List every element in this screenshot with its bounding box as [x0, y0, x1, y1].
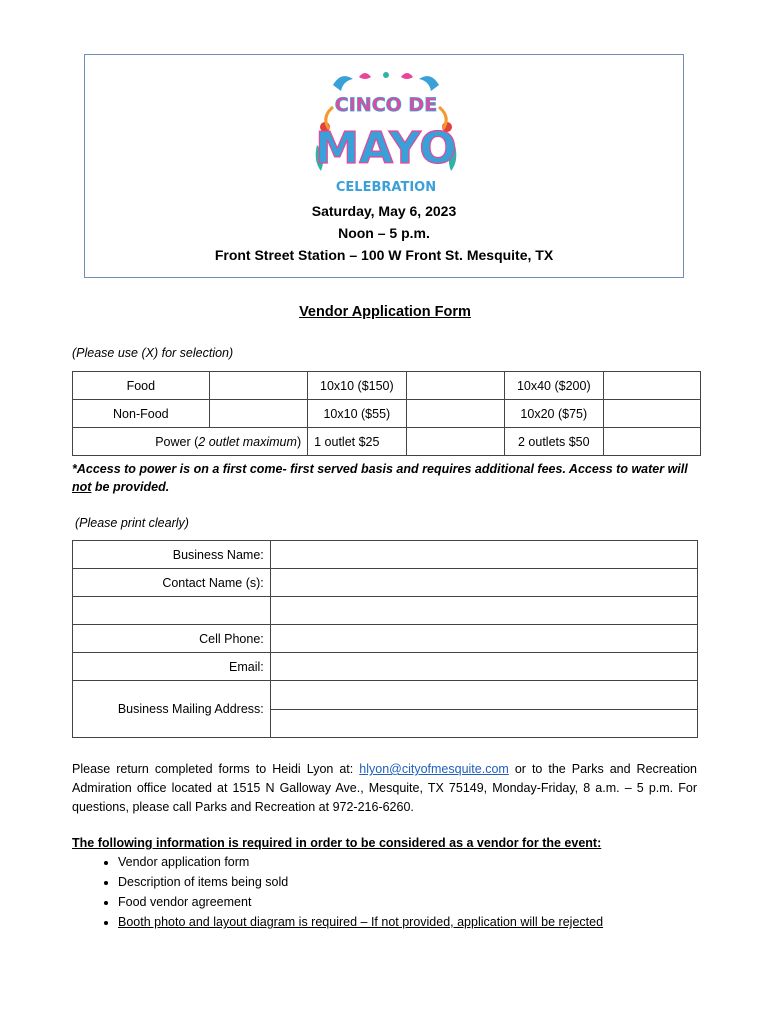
selection-table	[72, 371, 701, 456]
field-label: Cell Phone:	[73, 625, 271, 653]
info-row	[73, 541, 698, 569]
info-row	[73, 597, 698, 625]
logo-line-1: CINCO DE	[334, 94, 438, 116]
access-note-not: not	[72, 480, 92, 494]
option-1: 10x10 ($150)	[308, 372, 406, 400]
field-label	[73, 597, 271, 625]
option-1: 10x10 ($55)	[308, 400, 406, 428]
option-2: 10x40 ($200)	[505, 372, 603, 400]
field-label: Business Mailing Address:	[73, 681, 271, 738]
list-item: • Description of items being sold	[118, 872, 603, 892]
info-row	[73, 569, 698, 597]
return-instructions	[72, 760, 697, 817]
selection-row-food	[73, 372, 701, 400]
info-row	[73, 625, 698, 653]
list-item: • Vendor application form	[118, 852, 603, 872]
selection-box[interactable]	[406, 372, 504, 400]
form-title: Vendor Application Form	[299, 304, 471, 320]
power-label-italic: 2 outlet maximum	[198, 434, 297, 449]
logo-line-3: CELEBRATION	[335, 180, 437, 195]
cinco-de-mayo-logo	[311, 67, 461, 197]
event-date: Saturday, May 6, 2023	[311, 203, 457, 219]
contact-name-field[interactable]	[270, 569, 697, 597]
cell-phone-field[interactable]	[270, 625, 697, 653]
option-2: 2 outlets $50	[505, 428, 603, 456]
list-item: • Food vendor agreement	[118, 892, 603, 912]
requirements-list	[72, 852, 603, 932]
selection-note: (Please use (X) for selection)	[72, 346, 234, 360]
option-1	[308, 428, 406, 456]
event-location: Front Street Station – 100 W Front St. Mesquite, TX	[214, 247, 554, 263]
selection-box[interactable]	[603, 372, 700, 400]
field-label: Email:	[73, 653, 271, 681]
return-text-end: or to the Parks and Recreation Admiration office located at 1515 N Galloway Ave., Mesquite, TX 75149, Monday-Friday, 8 a.m. – 5 p.m. For questions, please call Parks and Recreation at 972-216-6260.	[72, 762, 698, 814]
print-note: (Please print clearly)	[75, 516, 189, 530]
email-link[interactable]: hlyon@cityofmesquite.com	[359, 762, 509, 776]
field-label: Contact Name (s):	[73, 569, 271, 597]
access-note	[72, 460, 697, 496]
vendor-info-table	[72, 540, 698, 738]
selection-box[interactable]	[406, 428, 504, 456]
info-row	[73, 653, 698, 681]
access-note-text: *Access to power is on a first come- first served basis and requires additional fees. Access to water will	[72, 462, 688, 476]
option-2: 10x20 ($75)	[505, 400, 603, 428]
contact-name-field-2[interactable]	[270, 597, 697, 625]
mailing-address-line-1[interactable]	[270, 681, 697, 710]
selection-row-power	[73, 428, 701, 456]
selection-box[interactable]	[209, 400, 307, 428]
business-name-field[interactable]	[270, 541, 697, 569]
selection-box[interactable]	[209, 372, 307, 400]
selection-box[interactable]	[406, 400, 504, 428]
power-label: Power (	[155, 434, 199, 449]
row-label: Food	[73, 372, 210, 400]
info-row	[73, 681, 698, 710]
event-header	[84, 54, 684, 278]
power-label-end: )	[296, 434, 302, 449]
option-1-text: 1 outlet $25	[314, 434, 380, 449]
email-field[interactable]	[270, 653, 697, 681]
requirements-heading: The following information is required in order to be considered as a vendor for the event:	[72, 836, 602, 850]
return-text: Please return completed forms to Heidi Lyon at:	[72, 762, 360, 776]
list-item: • Booth photo and layout diagram is required – If not provided, application will be rejected	[118, 912, 603, 932]
row-label	[73, 428, 308, 456]
event-time: Noon – 5 p.m.	[338, 225, 430, 241]
row-label: Non-Food	[73, 400, 210, 428]
access-note-end: be provided.	[91, 480, 170, 494]
selection-box[interactable]	[603, 400, 700, 428]
field-label: Business Name:	[73, 541, 271, 569]
mailing-address-line-2[interactable]	[270, 709, 697, 738]
logo-line-2: MAYO	[315, 123, 457, 174]
selection-box[interactable]	[603, 428, 700, 456]
selection-row-non-food	[73, 400, 701, 428]
